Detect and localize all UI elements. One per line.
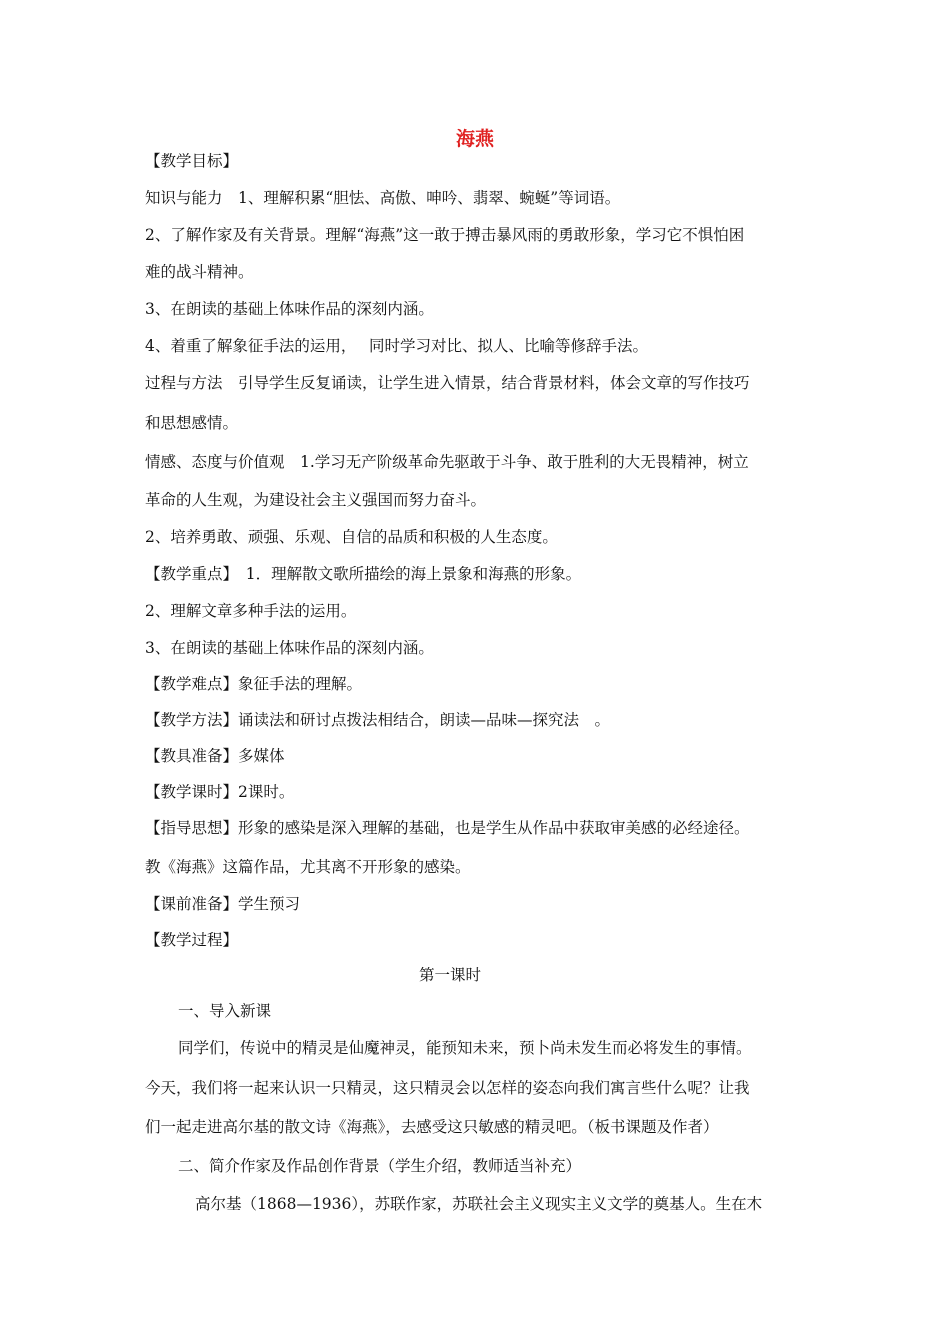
subheading-introduction: 一、导入新课 [178, 1002, 272, 1020]
text-line: 2、了解作家及有关背景。理解“海燕”这一敢于搏击暴风雨的勇敢形象，学习它不惧怕困 [145, 226, 745, 244]
section-heading-periods: 【教学课时】2课时。 [145, 783, 295, 801]
text-line: 2、理解文章多种手法的运用。 [145, 602, 357, 620]
subheading-author-background: 二、简介作家及作品创作背景（学生介绍，教师适当补充） [178, 1157, 582, 1175]
section-heading-process: 【教学过程】 [145, 931, 239, 949]
text-line: 4、着重了解象征手法的运用， 同时学习对比、拟人、比喻等修辞手法。 [145, 337, 649, 355]
document-title: 海燕 [455, 128, 494, 150]
text-line: 们一起走进高尔基的散文诗《海燕》，去感受这只敏感的精灵吧。（板书课题及作者） [145, 1118, 719, 1136]
text-line: 同学们，传说中的精灵是仙魔神灵，能预知未来，预卜尚未发生而必将发生的事情。 [178, 1039, 752, 1057]
text-line: 难的战斗精神。 [145, 263, 254, 281]
section-heading-key-points: 【教学重点】 1．理解散文歌所描绘的海上景象和海燕的形象。 [145, 565, 582, 583]
text-line: 3、在朗读的基础上体味作品的深刻内涵。 [145, 639, 434, 657]
text-line: 2、培养勇敢、顽强、乐观、自信的品质和积极的人生态度。 [145, 528, 558, 546]
text-line: 今天，我们将一起来认识一只精灵，这只精灵会以怎样的姿态向我们寓言些什么呢？让我 [145, 1079, 750, 1097]
text-line: 教《海燕》这篇作品，尤其离不开形象的感染。 [145, 858, 471, 876]
section-heading-difficulties: 【教学难点】象征手法的理解。 [145, 675, 363, 693]
lesson-period-heading: 第一课时 [418, 966, 481, 984]
text-line: 情感、态度与价值观 1.学习无产阶级革命先驱敢于斗争、敢于胜利的大无畏精神，树立 [145, 453, 749, 471]
section-heading-objectives: 【教学目标】 [145, 152, 239, 170]
section-heading-methods: 【教学方法】诵读法和研讨点拨法相结合，朗读—品味—探究法 。 [145, 711, 611, 729]
section-heading-preparation: 【课前准备】学生预习 [145, 895, 301, 913]
text-line: 3、在朗读的基础上体味作品的深刻内涵。 [145, 300, 434, 318]
text-line: 知识与能力 1、理解积累“胆怯、高傲、呻吟、翡翠、蜿蜒”等词语。 [145, 189, 621, 207]
text-line: 革命的人生观，为建设社会主义强国而努力奋斗。 [145, 491, 487, 509]
section-heading-guiding-idea: 【指导思想】形象的感染是深入理解的基础，也是学生从作品中获取审美感的必经途径。 [145, 819, 750, 837]
text-line: 过程与方法 引导学生反复诵读，让学生进入情景，结合背景材料，体会文章的写作技巧 [145, 374, 750, 392]
section-heading-materials: 【教具准备】多媒体 [145, 747, 285, 765]
text-line: 和思想感情。 [145, 414, 239, 432]
text-line: 高尔基（1868—1936），苏联作家，苏联社会主义现实主义文学的奠基人。生在木 [195, 1195, 763, 1213]
